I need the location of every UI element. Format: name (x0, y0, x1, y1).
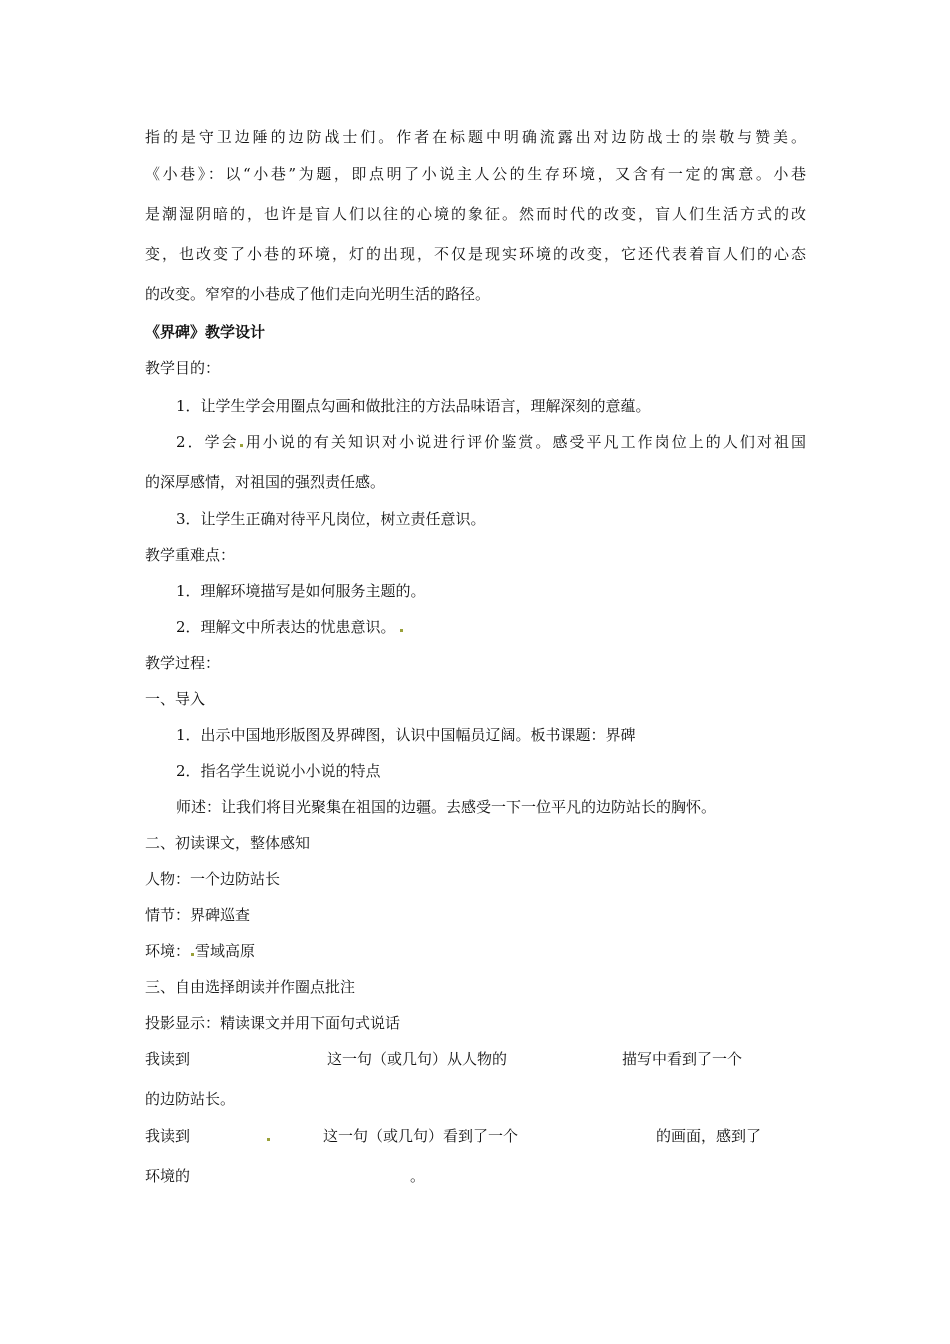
mark-dot (400, 629, 403, 632)
section-title: 《界碑》教学设计 (145, 323, 266, 341)
paragraph-line: 是潮湿阴暗的，也许是盲人们以往的心境的象征。然而时代的改变，盲人们生活方式的改 (145, 205, 806, 223)
step-heading: 一、导入 (145, 690, 206, 708)
mark-dot (191, 953, 194, 956)
fill-in-sentence: 我读到 这一句（或几句）看到了一个 的画面，感到了 (145, 1127, 762, 1145)
paragraph-line: 《小巷》：以“小巷”为题，即点明了小说主人公的生存环境，又含有一定的寓意。小巷 (145, 165, 806, 183)
paragraph-line: 指的是守卫边陲的边防战士们。作者在标题中明确流露出对边防战士的崇敬与赞美。 (145, 128, 806, 146)
fill-in-sentence-cont: 环境的 。 (145, 1167, 426, 1185)
key-item: 1．理解环境描写是如何服务主题的。 (176, 582, 426, 600)
paragraph-line: 变，也改变了小巷的环境，灯的出现，不仅是现实环境的改变，它还代表着盲人们的心态 (145, 245, 806, 263)
step-item: 情节：界碑巡查 (145, 906, 251, 924)
step-heading: 二、初读课文，整体感知 (145, 834, 311, 852)
goals-heading: 教学目的： (145, 359, 221, 377)
fill-in-sentence-cont: 的边防站长。 (145, 1090, 236, 1108)
step-item: 2．指名学生说说小小说的特点 (176, 762, 381, 780)
goal-item-cont: 的深厚感情，对祖国的强烈责任感。 (145, 473, 386, 491)
mark-dot (240, 444, 243, 447)
step-item: 1．出示中国地形版图及界碑图，认识中国幅员辽阔。板书课题：界碑 (176, 726, 636, 744)
goal-item: 3．让学生正确对待平凡岗位，树立责任意识。 (176, 510, 486, 528)
goal-item: 1．让学生学会用圈点勾画和做批注的方法品味语言，理解深刻的意蕴。 (176, 397, 651, 415)
mark-dot (267, 1138, 270, 1141)
fill-in-sentence: 我读到 这一句（或几句）从人物的 描写中看到了一个 (145, 1050, 743, 1068)
step-heading: 三、自由选择朗读并作圈点批注 (145, 978, 356, 996)
step-item: 师述：让我们将目光聚集在祖国的边疆。去感受一下一位平凡的边防站长的胸怀。 (176, 798, 717, 816)
step-item: 人物：一个边防站长 (145, 870, 281, 888)
process-heading: 教学过程： (145, 654, 221, 672)
key-item: 2．理解文中所表达的忧患意识。 (176, 617, 404, 637)
goal-item: 2．学会 用小说的有关知识对小说进行评价鉴赏。感受平凡工作岗位上的人们对祖国 (176, 433, 806, 451)
paragraph-line: 的改变。窄窄的小巷成了他们走向光明生活的路径。 (145, 285, 491, 303)
step-item: 环境： 雪域高原 (145, 942, 256, 960)
keys-heading: 教学重难点： (145, 546, 236, 564)
step-item: 投影显示：精读课文并用下面句式说话 (145, 1014, 401, 1032)
